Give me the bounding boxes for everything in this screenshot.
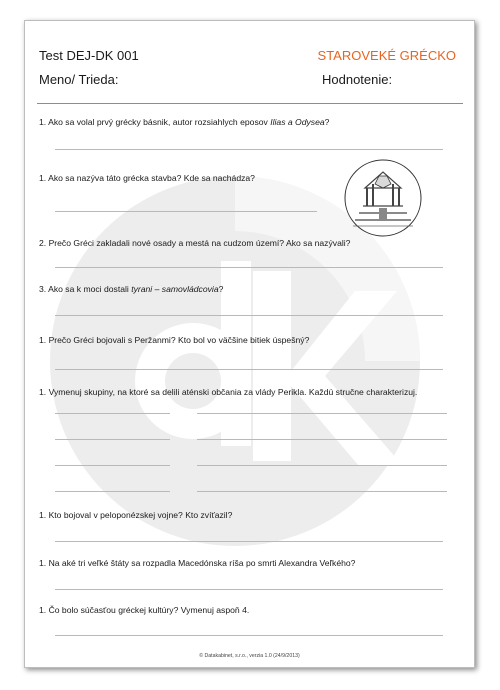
grade-label: Hodnotenie:: [322, 72, 393, 87]
question-5: 1. Prečo Gréci bojovali s Peržanmi? Kto bol vo väčšine bitiek úspešný?: [39, 335, 310, 345]
answer-line[interactable]: [55, 491, 170, 492]
question-1: 1. Ako sa volal prvý grécky básnik, autor rozsiahlych eposov Ilias a Odysea?: [39, 117, 330, 127]
question-7: 1. Kto bojoval v peloponézskej vojne? Kto zvíťazil?: [39, 510, 233, 520]
question-3: 2. Prečo Gréci zakladali nové osady a mestá na cudzom území? Ako sa nazývali?: [39, 238, 351, 248]
question-9: 1. Čo bolo súčasťou gréckej kultúry? Vymenuj aspoň 4.: [39, 605, 250, 615]
answer-line[interactable]: [55, 465, 170, 466]
worksheet-page: [24, 20, 475, 668]
answer-line[interactable]: [55, 413, 170, 414]
header-divider: [37, 103, 463, 104]
answer-line[interactable]: [197, 491, 447, 492]
name-class-label: Meno/ Trieda:: [39, 72, 119, 87]
answer-line[interactable]: [55, 149, 443, 150]
answer-line[interactable]: [197, 413, 447, 414]
question-4: 3. Ako sa k moci dostali tyrani – samovládcovia?: [39, 284, 224, 294]
greek-building-sketch-icon: [343, 158, 423, 238]
copyright-footer: © Datakabinet, s.r.o., verzia 1.0 (24/9/2013): [199, 653, 300, 659]
test-id: Test DEJ-DK 001: [39, 48, 139, 63]
answer-line[interactable]: [55, 439, 170, 440]
answer-line[interactable]: [55, 315, 443, 316]
answer-line[interactable]: [55, 635, 443, 636]
answer-line[interactable]: [55, 267, 443, 268]
answer-line[interactable]: [55, 541, 443, 542]
answer-line[interactable]: [55, 211, 317, 212]
answer-line[interactable]: [197, 439, 447, 440]
question-8: 1. Na aké tri veľké štáty sa rozpadla Macedónska ríša po smrti Alexandra Veľkého?: [39, 558, 356, 568]
answer-line[interactable]: [197, 465, 447, 466]
question-2: 1. Ako sa nazýva táto grécka stavba? Kde sa nachádza?: [39, 173, 255, 183]
question-6: 1. Vymenuj skupiny, na ktoré sa delili aténski občania za vlády Perikla. Každú stručne charakterizuj.: [39, 387, 418, 397]
answer-line[interactable]: [55, 369, 443, 370]
subject-title: STAROVEKÉ GRÉCKO: [317, 48, 456, 63]
answer-line[interactable]: [55, 589, 443, 590]
